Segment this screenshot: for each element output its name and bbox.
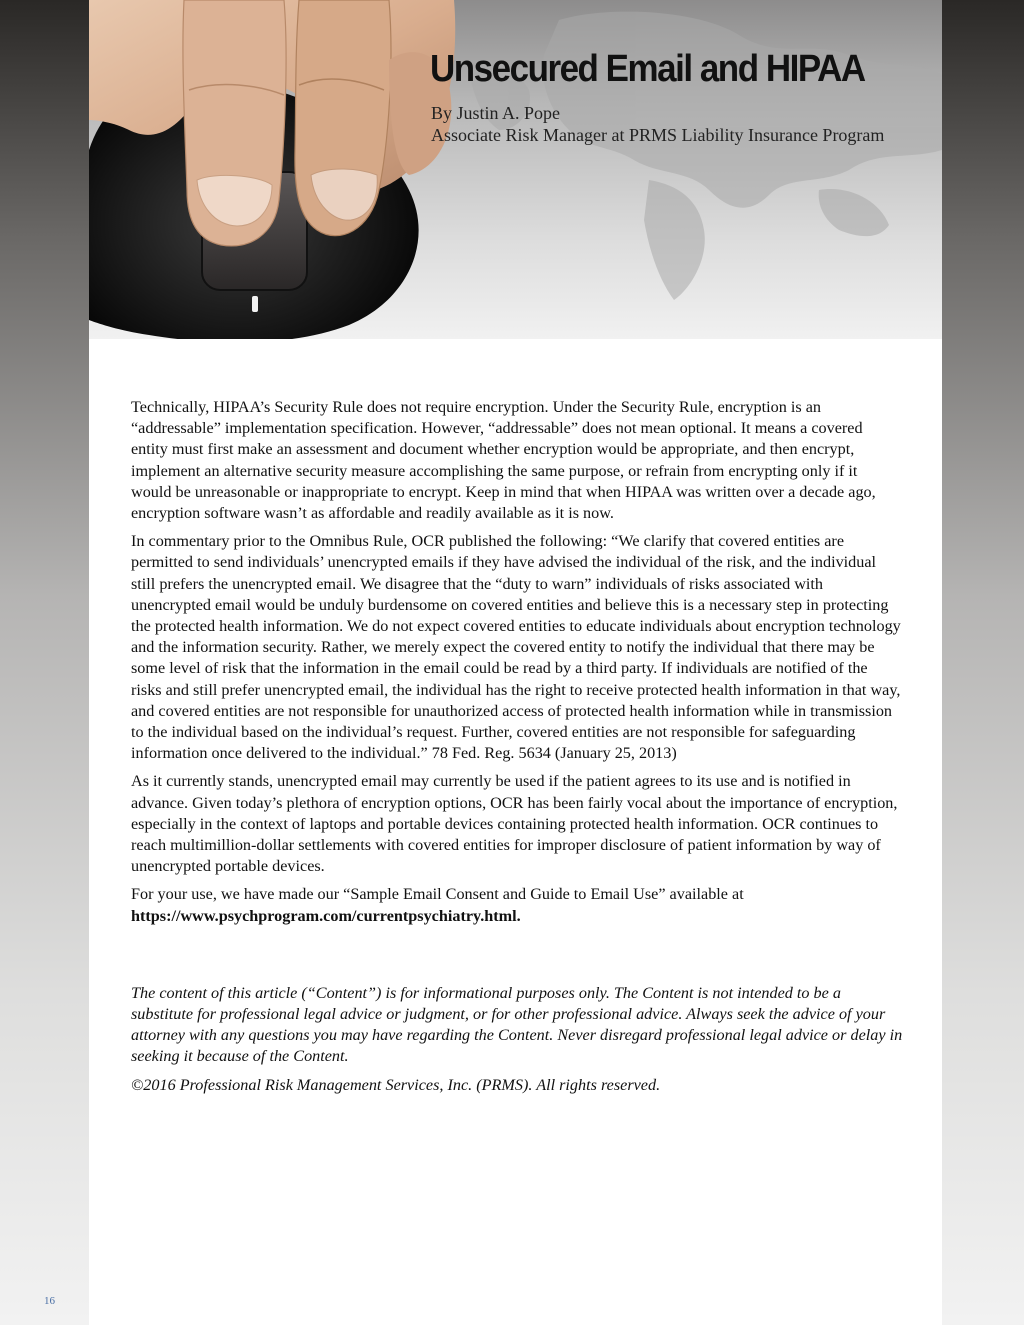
paragraph-current-status: As it currently stands, unencrypted email may currently be used if the patient agrees to its use and is notified in advance. Given today’s plethora of encryption options, OCR has been fairly vocal about the importance of encryption, especially in the context of laptops and portable devices containing protected health information. OCR continues to reach multimillion-dollar settlements with covered entities for improper disclosure of patient information by way of unencrypted portable devices. <box>131 772 898 876</box>
author-role: Associate Risk Manager at PRMS Liability Insurance Program <box>431 125 885 145</box>
resource-link[interactable]: https://www.psychprogram.com/currentpsychiatry.html. <box>131 906 521 925</box>
paragraph-encryption-rule: Technically, HIPAA’s Security Rule does not require encryption. Under the Security Rule, encryption is an “addressable” implementation specification. However, “addressable” does not mean optional. It means a covered entity must first make an assessment and document whether encryption would be appropriate, and then encrypt, implement an alternative security measure accomplishing the same purpose, or refrain from encrypting only if it would be unreasonable or inappropriate to encrypt. Keep in mind that when HIPAA was written over a decade ago, encryption software wasn’t as affordable and readily available as it is now. <box>131 398 876 523</box>
copyright-notice: ©2016 Professional Risk Management Services, Inc. (PRMS). All rights reserved. <box>131 1076 661 1094</box>
byline <box>431 102 884 146</box>
disclaimer-text: The content of this article (“Content”) is for informational purposes only. The Content is not intended to be a substitute for professional legal advice or judgment, or for other professional advice. Always seek the advice of your attorney with any questions you may have regarding the Content. Never disregard professional legal advice or delay in seeking it because of the Content. <box>131 984 903 1065</box>
article-body <box>131 397 901 934</box>
paragraph-ocr-commentary: In commentary prior to the Omnibus Rule, OCR published the following: “We clarify that covered entities are permitted to send individuals’ unencrypted emails if they have advised the individual of the risk, and the individual still prefers the unencrypted email. We disagree that the “duty to warn” individuals of risks associated with unencrypted email would be unduly burdensome on covered entities and believe this is a necessary step in protecting the protected health information. We do not expect covered entities to educate individuals about encryption technology and the information security. Rather, we merely expect the covered entity to notify the individual that there may be some level of risk that the information in the email could be read by a third party. If individuals are notified of the risks and still prefer unencrypted email, the individual has the right to receive protected health information in that way, and covered entities are not responsible for unauthorized access of protected health information while in transmission to the individual based on the individual’s request. Further, covered entities are not responsible for safeguarding information once delivered to the individual.” 78 Fed. Reg. 5634 (January 25, 2013) <box>131 532 901 763</box>
disclaimer <box>131 983 906 1104</box>
article-title: Unsecured Email and HIPAA <box>430 48 865 90</box>
page-number: 16 <box>44 1295 55 1307</box>
resource-intro: For your use, we have made our “Sample Email Consent and Guide to Email Use” available at <box>131 885 744 904</box>
paragraph-resource <box>131 884 901 926</box>
article-page <box>89 0 942 1325</box>
header-image <box>89 0 942 339</box>
author-name: By Justin A. Pope <box>431 103 561 123</box>
